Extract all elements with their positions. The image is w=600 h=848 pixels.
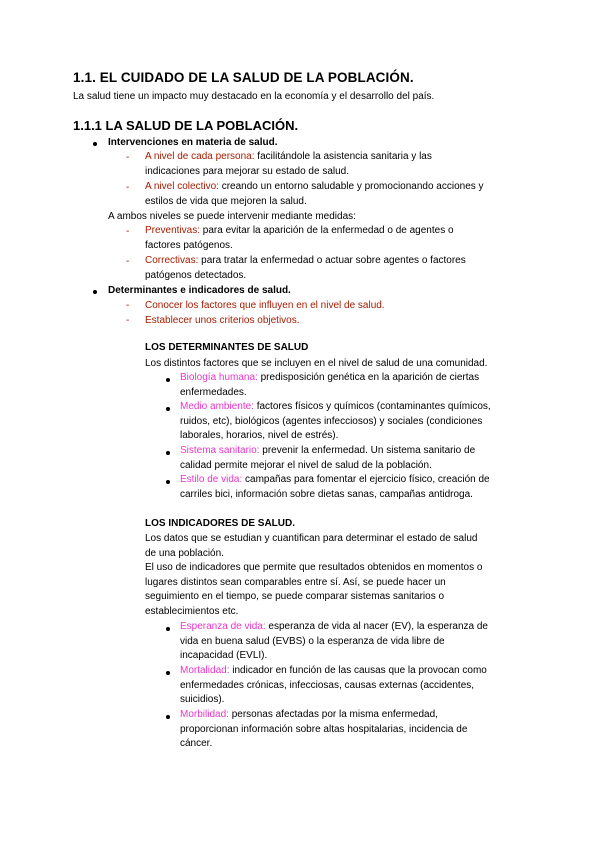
determinant-item: Conocer los factores que influyen en el nivel de salud.	[145, 300, 385, 311]
intro-paragraph: La salud tiene un impacto muy destacado en la economía y el desarrollo del país.	[73, 91, 435, 102]
item-text: predisposición genética en la aparición de ciertas	[257, 372, 480, 383]
indicadores-paragraph	[145, 532, 482, 620]
paragraph-line: establecimientos etc.	[145, 605, 239, 617]
item-text: indicador en función de las causas que la provocan como	[229, 665, 487, 676]
bullet-dot	[166, 715, 170, 719]
item-text: para tratar la enfermedad o actuar sobre agentes o factores	[198, 255, 466, 266]
paragraph-line: lugares distintos sean comparables entre sí. Así, se puede hacer un	[145, 576, 446, 588]
item-lead: Preventivas:	[145, 225, 201, 236]
bullet-dot	[93, 290, 97, 294]
item-text: suicidios).	[180, 694, 225, 706]
item-text: patógenos detectados.	[145, 269, 247, 281]
bullet-dot	[166, 480, 170, 484]
paragraph-line: de una población.	[145, 547, 224, 559]
determinante-item	[180, 444, 475, 473]
item-text: calidad permite mejorar el nivel de salud de la población.	[180, 459, 432, 471]
item-text: factores físicos y químicos (contaminantes químicos,	[253, 401, 491, 412]
item-text: enfermedades crónicas, infecciosas, causas externas (accidentes,	[180, 679, 475, 691]
item-text: personas afectadas por la misma enfermedad,	[228, 709, 438, 720]
dash-marker: -	[126, 300, 130, 311]
determinante-item	[180, 400, 491, 444]
item-lead: Mortalidad:	[180, 665, 230, 676]
determinants-heading: Determinantes e indicadores de salud.	[108, 285, 291, 296]
bullet-dot	[166, 671, 170, 675]
item-text: enfermedades.	[180, 386, 247, 398]
item-lead: Medio ambiente:	[180, 401, 254, 412]
dash-marker: -	[126, 182, 130, 193]
section-heading: 1.1.1 LA SALUD DE LA POBLACIÓN.	[73, 118, 299, 133]
dash-marker: -	[126, 226, 130, 237]
item-lead: Sistema sanitario:	[180, 445, 260, 456]
item-lead: Correctivas:	[145, 255, 199, 266]
dash-marker: -	[126, 152, 130, 163]
item-lead: A nivel colectivo:	[145, 181, 219, 192]
item-text: factores patógenos.	[145, 239, 233, 251]
item-text: facilitándole la asistencia sanitaria y las	[254, 151, 432, 162]
determinante-item	[180, 473, 490, 502]
item-lead: Estilo de vida:	[180, 474, 243, 485]
item-lead: Biología humana:	[180, 372, 258, 383]
item-text: esperanza de vida al nacer (EV), la esperanza de	[265, 621, 488, 632]
determinantes-heading: LOS DETERMINANTES DE SALUD	[145, 342, 309, 353]
item-text: proporcionan información sobre altas hospitalarias, incidencia de	[180, 723, 468, 735]
indicador-item	[180, 620, 488, 664]
indicadores-heading: LOS INDICADORES DE SALUD.	[145, 518, 296, 529]
item-lead: Esperanza de vida:	[180, 621, 266, 632]
measures-note: A ambos niveles se puede intervenir mediante medidas:	[108, 211, 356, 222]
intervention-item	[145, 180, 484, 209]
bullet-dot	[166, 627, 170, 631]
measure-item	[145, 254, 466, 283]
interventions-heading: Intervenciones en materia de salud.	[108, 137, 278, 148]
determinant-item: Establecer unos criterios objetivos.	[145, 315, 300, 326]
paragraph-line: Los datos que se estudian y cuantifican para determinar el estado de salud	[145, 533, 478, 544]
item-text: prevenir la enfermedad. Un sistema sanitario de	[259, 445, 476, 456]
bullet-dot	[166, 378, 170, 382]
item-lead: Morbilidad:	[180, 709, 229, 720]
bullet-dot	[93, 142, 97, 146]
item-text: cáncer.	[180, 738, 213, 750]
item-text: carriles bici, información sobre dietas sanas, campañas antidroga.	[180, 488, 473, 500]
item-text: ruidos, etc), biológicos (agentes infecciosos) y sociales (condiciones	[180, 415, 483, 427]
indicador-item	[180, 664, 487, 708]
indicador-item	[180, 708, 467, 752]
item-text: laborales, horarios, nivel de estrés).	[180, 430, 339, 442]
dash-marker: -	[126, 315, 130, 326]
item-text: campañas para fomentar el ejercicio físico, creación de	[242, 474, 490, 485]
measure-item	[145, 224, 454, 253]
item-text: incapacidad (EVLI).	[180, 650, 268, 662]
item-lead: A nivel de cada persona:	[145, 151, 255, 162]
page-title: 1.1. EL CUIDADO DE LA SALUD DE LA POBLACIÓN.	[73, 70, 414, 85]
item-text: vida en buena salud (EVBS) o la esperanza de vida libre de	[180, 635, 445, 647]
paragraph-line: El uso de indicadores que permite que resultados obtenidos en momentos o	[145, 562, 483, 574]
dash-marker: -	[126, 256, 130, 267]
item-text: indicaciones para mejorar su estado de salud.	[145, 165, 350, 177]
intervention-item	[145, 150, 432, 179]
determinante-item	[180, 371, 479, 400]
bullet-dot	[166, 407, 170, 411]
item-text: para evitar la aparición de la enfermedad o de agentes o	[200, 225, 454, 236]
determinantes-intro: Los distintos factores que se incluyen en el nivel de salud de una comunidad.	[145, 358, 488, 369]
paragraph-line: seguimiento en el tiempo, se puede comparar sistemas sanitarios o	[145, 591, 445, 603]
item-text: estilos de vida que mejoren la salud.	[145, 195, 307, 207]
bullet-dot	[166, 451, 170, 455]
item-text: creando un entorno saludable y promocionando acciones y	[218, 181, 484, 192]
